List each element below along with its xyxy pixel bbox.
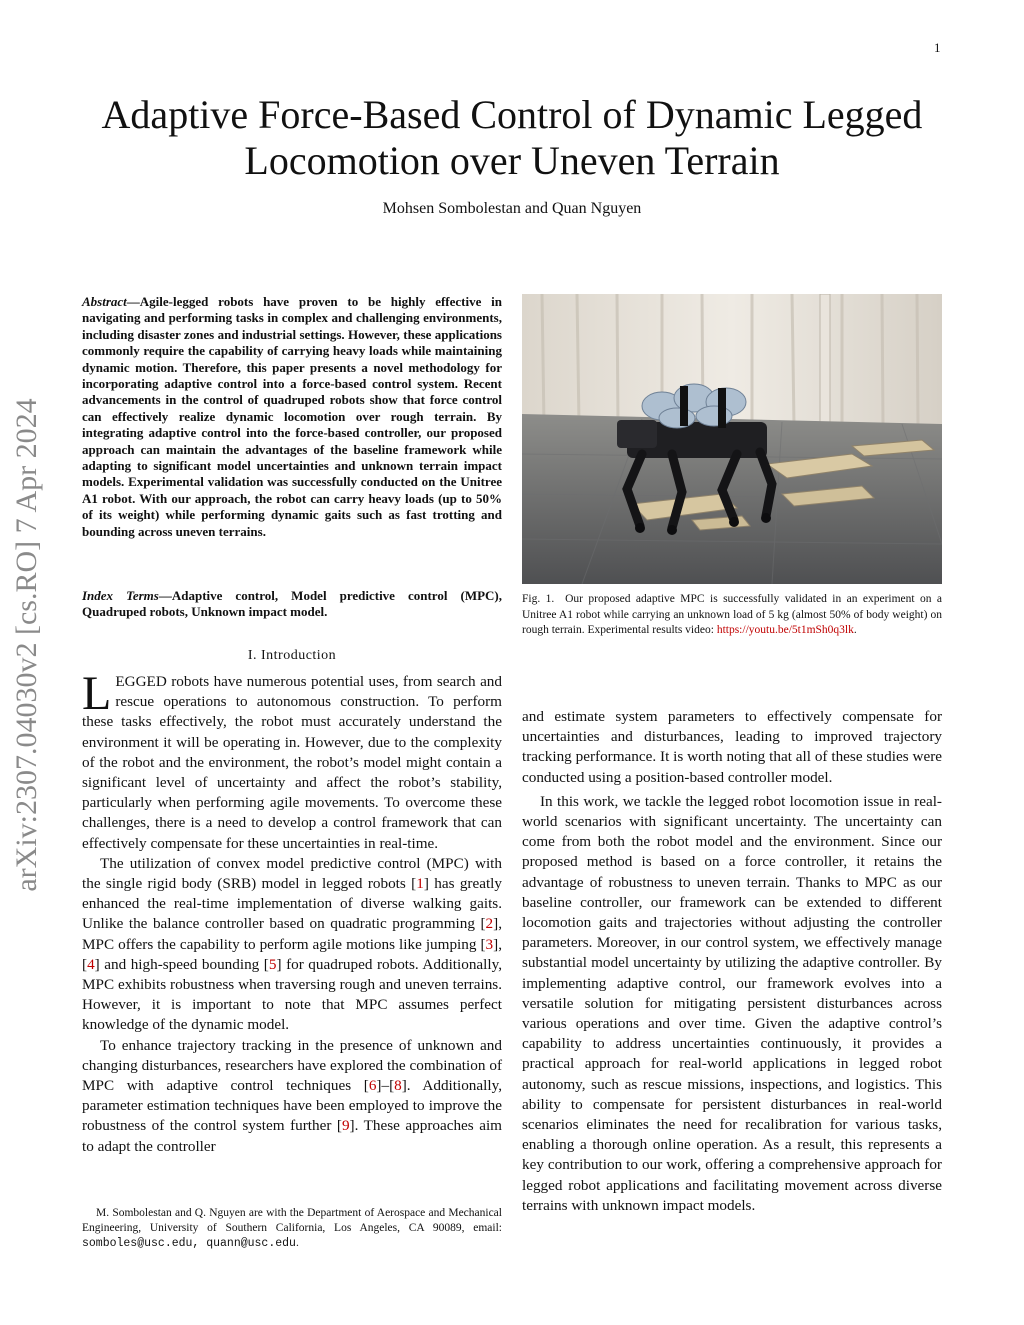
introduction-body (82, 667, 502, 1157)
intro-p2-text-b: ] has greatly enhanced the real-time implementation of diverse walking gaits. Unlike the balance controller based on quadratic programming [ (82, 875, 502, 933)
video-link[interactable]: https://youtu.be/5t1mSh0q3lk (716, 624, 854, 637)
index-terms (82, 588, 502, 621)
footnote-end: . (295, 1237, 299, 1249)
section-heading-introduction: I. Introduction (247, 648, 337, 663)
figure-label: Fig. 1. (522, 593, 555, 605)
intro-p2-text-d: ], [ (82, 935, 502, 973)
citation-link[interactable]: 8 (394, 1077, 402, 1095)
intro-p3-text-d: ]. These approaches aim to adapt the controller (82, 1117, 502, 1155)
index-terms-text: —Adaptive control, Model predictive control (MPC), Quadruped robots, Unknown impact model. (82, 588, 502, 620)
intro-p2-text-f: ] for quadruped robots. Additionally, MPC exhibits robustness when traversing rough and uneven terrains. However, it is important to note that MPC assumes perfect knowledge of the dynamic model. (82, 955, 502, 1034)
abstract-text: —Agile-legged robots have proven to be highly effective in navigating and performing tasks in complex and challenging environments, including disaster zones and industrial settings. However, these applications commonly require the capability of carrying heavy loads while maintaining dynamic motion. Therefore, this paper presents a novel methodology for incorporating adaptive control into a force-based control system. Recent advancements in the control of quadruped robots show that force control can effectively realize dynamic locomotion over rough terrain. By integrating adaptive control into the force-based controller, our proposed approach can maintain the advantages of the baseline framework while adapting to significant model uncertainties and unknown terrain impact models. Experimental validation was successfully conducted on the Unitree A1 robot. With our approach, the robot can carry heavy loads (up to 50% of its weight) while performing dynamic gaits such as fast trotting and bounding across uneven terrains. (82, 294, 502, 539)
robot-photo-illustration (522, 294, 942, 584)
citation-link[interactable]: 3 (485, 935, 494, 953)
footnote-emails: somboles@usc.edu, quann@usc.edu (82, 1237, 296, 1250)
abstract (82, 294, 502, 540)
title-line-1: Adaptive Force-Based Control of Dynamic Legged (101, 92, 923, 137)
intro-p2-text-c: ], MPC offers the capability to perform agile motions like jumping [ (82, 915, 502, 953)
index-terms-label: Index Terms (82, 588, 159, 603)
intro-p2-text-a: The utilization of convex model predictive control (MPC) with the single rigid body (SRB) model in legged robots [ (82, 854, 502, 893)
intro-paragraph-3 (82, 1036, 502, 1157)
right-paragraph-1: and estimate system parameters to effectively compensate for uncertainties and disturbances, leading to improved trajectory tracking performance. It is worth noting that all of these studies were conducted using a position-based controller model. (522, 708, 942, 786)
caption-text: Our proposed adaptive MPC is successfully validated in an experiment on a Unitree A1 robot while carrying an unknown load of 5 kg (almost 50% of body weight) on rough terrain. Experimental results video: (522, 593, 943, 637)
citation-link[interactable]: 5 (268, 955, 277, 973)
author-list: Mohsen Sombolestan and Quan Nguyen (382, 200, 642, 217)
figure-robot-photo (522, 294, 942, 584)
author-affiliation-footnote (82, 1206, 502, 1251)
drop-cap: L (82, 667, 112, 720)
citation-link[interactable]: 9 (341, 1117, 350, 1135)
paper-title (0, 92, 1024, 184)
abstract-label: Abstract (82, 294, 127, 309)
intro-p1-text: EGGED robots have numerous potential uses, from search and rescue operations to autonomous construction. To perform these tasks effectively, the robot must accurately understand the environment it will be operating in. However, due to the complexity of the robot and the environment, the robot’s model might contain a significant level of uncertainty and affect the robot’s stability, particularly when performing agile movements. To overcome these challenges, there is a need to develop a control framework that can effectively compensate for these uncertainties in real-time. (82, 673, 502, 852)
right-paragraph-2: In this work, we tackle the legged robot locomotion issue in real-world scenarios with significant uncertainty. The uncertainty can come from both the robot model and the environment. Since our proposed method is based on a force controller, it retains the advantage of robustness to uneven terrain. Thanks to MPC as our baseline controller, our framework can be extended to different locomotion gaits and trajectories without adjusting the controller parameters. Moreover, in our control system, we effectively manage substantial model uncertainty by utilizing the adaptive controller. By implementing adaptive control, our framework evolves into a versatile solution for mitigating persistent disturbances across various operations and over time. Given the adaptive control’s capability to address uncertainties continuously, it provides a practical approach for real-world applications in legged robot autonomy, such as rescue missions, inspections, and logistics. This ability to compensate for persistent disturbances in real-world scenarios eliminates the need for recalibration for various tasks, enabling a thorough online operation. As a result, this represents a key contribution to our work, offering a comprehensive approach for legged robot applications and facilitating movement across diverse terrains with unknown impact models. (522, 792, 942, 1214)
citation-link[interactable]: 6 (368, 1077, 377, 1095)
caption-end: . (853, 624, 857, 637)
intro-p3-text-b: ]–[ (376, 1077, 395, 1095)
intro-p3-text-a: To enhance trajectory tracking in the presence of unknown and changing disturbances, researchers have explored the combination of MPC with adaptive control techniques [ (82, 1036, 502, 1095)
intro-p2-text-e: ] and high-speed bounding [ (94, 955, 269, 973)
intro-paragraph-1 (82, 667, 502, 854)
intro-paragraph-2 (82, 854, 502, 1036)
page-number: 1 (934, 40, 941, 55)
citation-link[interactable]: 1 (416, 875, 424, 893)
citation-link[interactable]: 4 (87, 955, 95, 973)
citation-link[interactable]: 2 (485, 915, 494, 933)
title-line-2: Locomotion over Uneven Terrain (244, 138, 780, 183)
footnote-text: M. Sombolestan and Q. Nguyen are with the Department of Aerospace and Mechanical Engineering, University of Southern California, Los Angeles, CA 90089, email: (82, 1207, 502, 1234)
arxiv-identifier[interactable]: arXiv:2307.04030v2 [cs.RO] 7 Apr 2024 (10, 398, 43, 892)
right-column-body (522, 707, 942, 1216)
figure-caption (522, 592, 942, 639)
intro-p3-text-c: ]. Additionally, parameter estimation techniques have been employed to improve the robustness of the control system further [ (82, 1077, 502, 1135)
